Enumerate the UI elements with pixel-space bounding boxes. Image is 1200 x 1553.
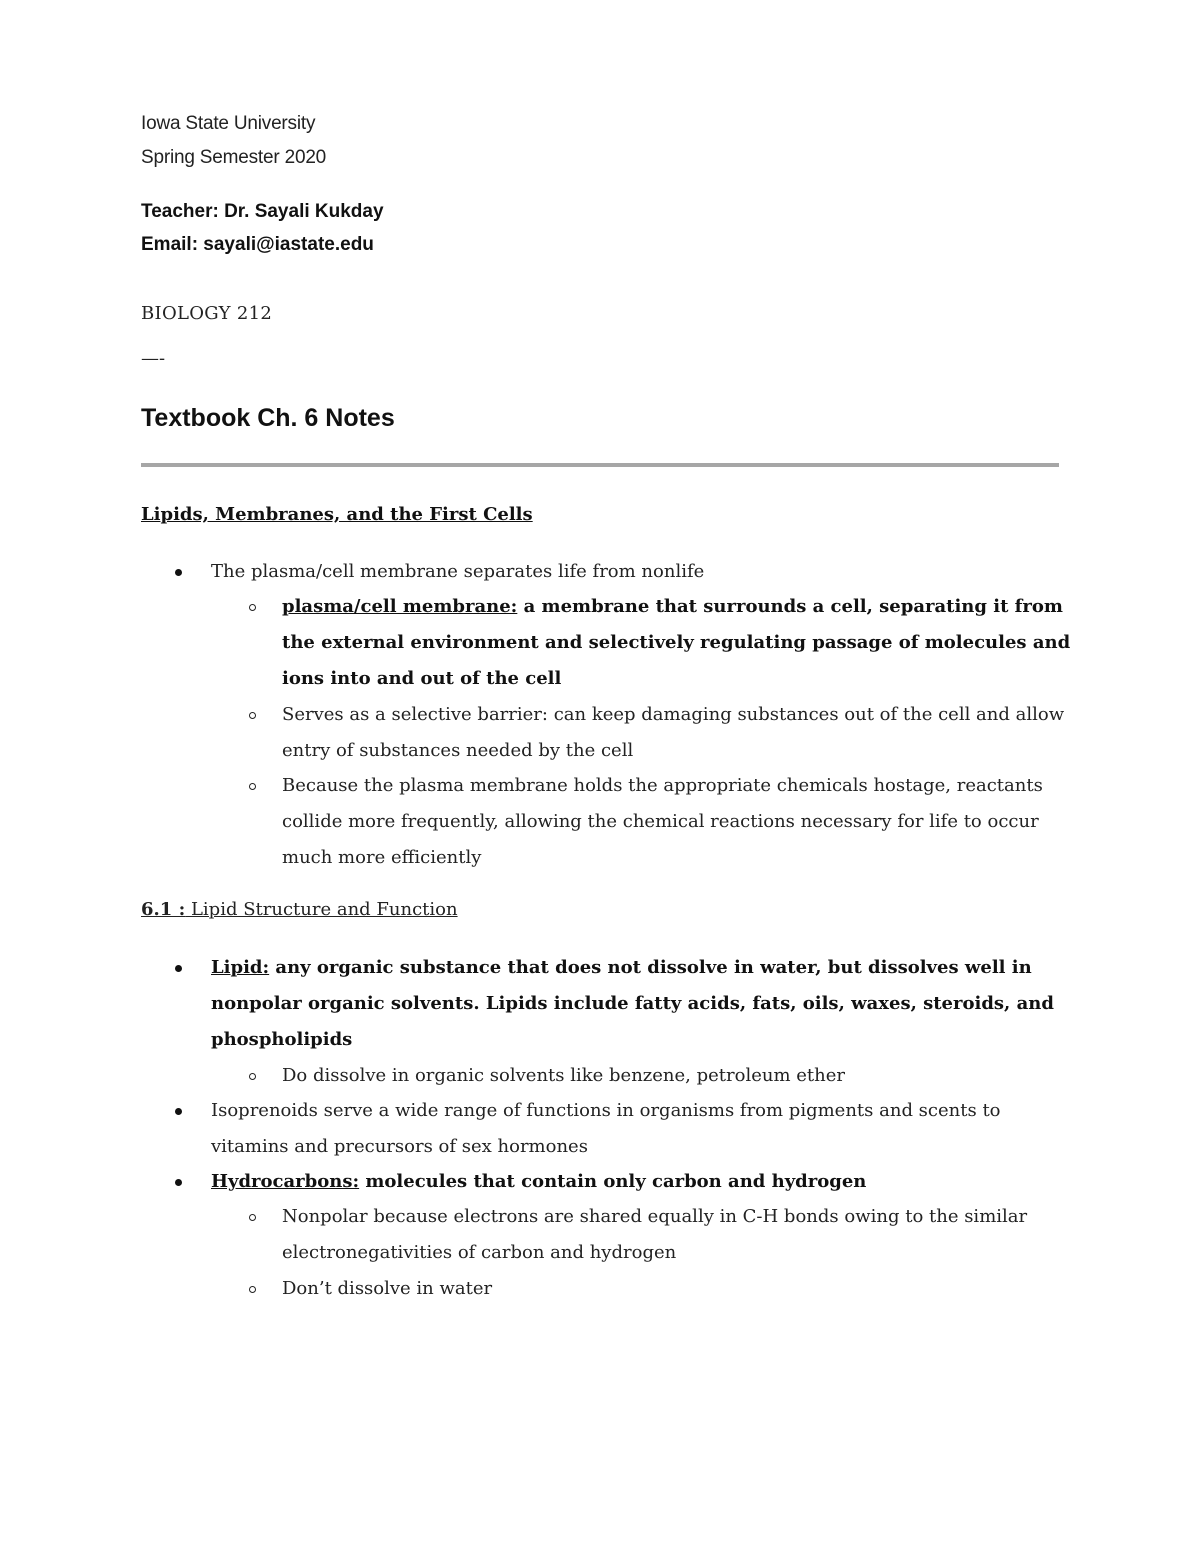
institution-name: Iowa State University: [141, 113, 316, 134]
list-item: [211, 554, 1071, 590]
bullet-circle-icon: [249, 712, 256, 719]
section-number: 6.1 :: [141, 899, 186, 920]
bullet-circle-icon: [249, 1073, 256, 1080]
horizontal-rule: [141, 463, 1059, 467]
list-item-text: Nonpolar because electrons are shared equally in C-H bonds owing to the similar electronegativities of carbon and hydrogen: [282, 1206, 1028, 1263]
bullet-circle-icon: [249, 604, 256, 611]
definition-text: a membrane that surrounds a cell, separating it from the external environment and selectively regulating passage of molecules and ions into and out of the cell: [282, 596, 1071, 689]
list-item-text: Do dissolve in organic solvents like benzene, petroleum ether: [282, 1065, 846, 1086]
list-item-definition: [211, 1164, 1071, 1200]
section-title: Lipid Structure and Function: [185, 899, 458, 920]
list-item-text: Because the plasma membrane holds the appropriate chemicals hostage, reactants collide more frequently, allowing the chemical reactions necessary for life to occur much more efficiently: [282, 775, 1043, 868]
definition-text: molecules that contain only carbon and hydrogen: [359, 1171, 867, 1192]
separator-dash: —-: [141, 348, 166, 369]
list-item: [282, 768, 1072, 876]
term-label: Hydrocarbons:: [211, 1171, 360, 1192]
list-item-text: Serves as a selective barrier: can keep damaging substances out of the cell and allow entry of substances needed by the cell: [282, 704, 1065, 761]
list-item-definition: [282, 589, 1072, 697]
list-item-text: Don’t dissolve in water: [282, 1278, 493, 1299]
list-item: [282, 1058, 1072, 1094]
list-item: [282, 1199, 1072, 1271]
teacher-line: Teacher: Dr. Sayali Kukday: [141, 201, 384, 222]
list-item: [282, 697, 1072, 769]
page-title: Textbook Ch. 6 Notes: [141, 404, 395, 432]
semester-label: Spring Semester 2020: [141, 147, 327, 168]
term-label: Lipid:: [211, 957, 270, 978]
bullet-circle-icon: [249, 1286, 256, 1293]
list-item-definition: [211, 950, 1071, 1058]
list-item-text: The plasma/cell membrane separates life from nonlife: [211, 561, 705, 582]
bullet-circle-icon: [249, 783, 256, 790]
definition-text: any organic substance that does not dissolve in water, but dissolves well in nonpolar organic solvents. Lipids include fatty acids, fats, oils, waxes, steroids, and phospholipids: [211, 957, 1054, 1050]
list-item-text: Isoprenoids serve a wide range of functions in organisms from pigments and scents to vitamins and precursors of sex hormones: [211, 1100, 1001, 1157]
bullet-dot-icon: [175, 1179, 182, 1186]
bullet-dot-icon: [175, 965, 182, 972]
list-item: [282, 1271, 1072, 1307]
bullet-dot-icon: [175, 1108, 182, 1115]
email-line: Email: sayali@iastate.edu: [141, 234, 374, 255]
bullet-dot-icon: [175, 569, 182, 576]
section-heading-lipid-structure: [141, 899, 458, 920]
bullet-circle-icon: [249, 1214, 256, 1221]
course-code: BIOLOGY 212: [141, 303, 273, 324]
term-label: plasma/cell membrane:: [282, 596, 518, 617]
section-heading-lipids-membranes: Lipids, Membranes, and the First Cells: [141, 504, 533, 525]
list-item: [211, 1093, 1071, 1165]
